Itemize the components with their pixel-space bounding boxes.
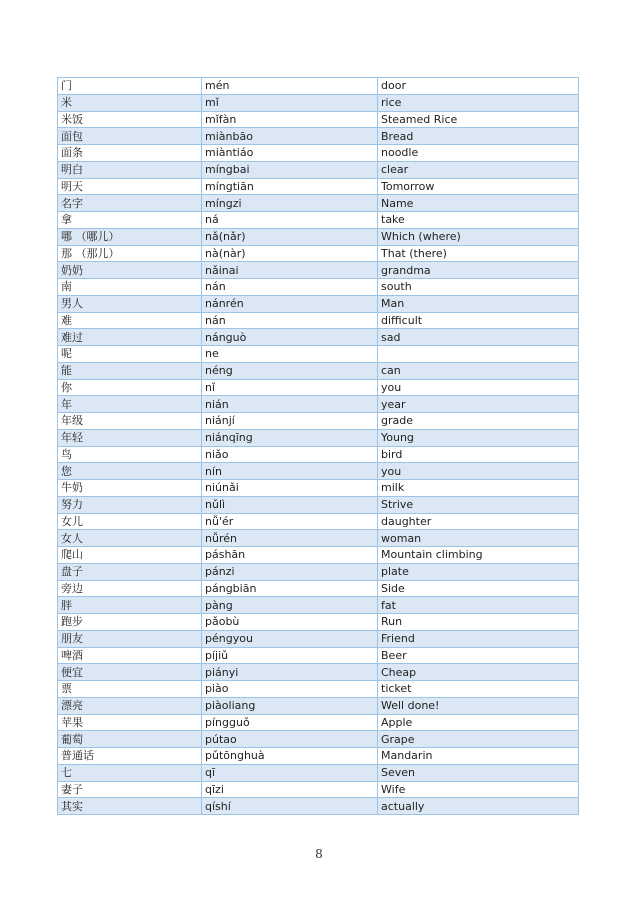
english-cell: difficult: [378, 312, 579, 329]
hanzi-cell: 漂亮: [58, 697, 202, 714]
pinyin-cell: piàoliang: [202, 697, 378, 714]
pinyin-cell: míngtiān: [202, 178, 378, 195]
table-row: [58, 379, 579, 396]
english-cell: Run: [378, 614, 579, 631]
hanzi-cell: 跑步: [58, 614, 202, 631]
english-cell: That (there): [378, 245, 579, 262]
english-cell: Beer: [378, 647, 579, 664]
english-cell: clear: [378, 161, 579, 178]
table-row: [58, 195, 579, 212]
english-cell: Strive: [378, 496, 579, 513]
hanzi-cell: 南: [58, 279, 202, 296]
table-row: [58, 664, 579, 681]
english-cell: plate: [378, 563, 579, 580]
english-cell: you: [378, 463, 579, 480]
table-row: [58, 614, 579, 631]
pinyin-cell: pútao: [202, 731, 378, 748]
english-cell: take: [378, 212, 579, 229]
english-cell: Friend: [378, 630, 579, 647]
english-cell: can: [378, 362, 579, 379]
table-row: [58, 178, 579, 195]
hanzi-cell: 那 （那儿）: [58, 245, 202, 262]
table-row: [58, 429, 579, 446]
hanzi-cell: 便宜: [58, 664, 202, 681]
hanzi-cell: 名字: [58, 195, 202, 212]
hanzi-cell: 盘子: [58, 563, 202, 580]
hanzi-cell: 明白: [58, 161, 202, 178]
hanzi-cell: 年: [58, 396, 202, 413]
english-cell: rice: [378, 94, 579, 111]
table-row: [58, 245, 579, 262]
hanzi-cell: 奶奶: [58, 262, 202, 279]
table-row: [58, 480, 579, 497]
pinyin-cell: ne: [202, 346, 378, 363]
pinyin-cell: niánjí: [202, 413, 378, 430]
pinyin-cell: nánguò: [202, 329, 378, 346]
table-row: [58, 731, 579, 748]
hanzi-cell: 爬山: [58, 547, 202, 564]
vocabulary-table: [57, 77, 579, 815]
table-row: [58, 798, 579, 815]
hanzi-cell: 年级: [58, 413, 202, 430]
english-cell: Steamed Rice: [378, 111, 579, 128]
english-cell: you: [378, 379, 579, 396]
english-cell: daughter: [378, 513, 579, 530]
hanzi-cell: 明天: [58, 178, 202, 195]
hanzi-cell: 拿: [58, 212, 202, 229]
pinyin-cell: péngyou: [202, 630, 378, 647]
table-row: [58, 597, 579, 614]
english-cell: woman: [378, 530, 579, 547]
hanzi-cell: 努力: [58, 496, 202, 513]
pinyin-cell: pánzi: [202, 563, 378, 580]
table-row: [58, 496, 579, 513]
table-row: [58, 547, 579, 564]
pinyin-cell: nín: [202, 463, 378, 480]
table-row: [58, 764, 579, 781]
hanzi-cell: 普通话: [58, 748, 202, 765]
hanzi-cell: 女儿: [58, 513, 202, 530]
hanzi-cell: 面条: [58, 145, 202, 162]
english-cell: Man: [378, 295, 579, 312]
table-row: [58, 94, 579, 111]
pinyin-cell: pàng: [202, 597, 378, 614]
pinyin-cell: ná: [202, 212, 378, 229]
pinyin-cell: qī: [202, 764, 378, 781]
english-cell: Apple: [378, 714, 579, 731]
table-row: [58, 128, 579, 145]
hanzi-cell: 门: [58, 78, 202, 95]
table-row: [58, 346, 579, 363]
hanzi-cell: 年轻: [58, 429, 202, 446]
table-row: [58, 212, 579, 229]
table-row: [58, 681, 579, 698]
table-row: [58, 697, 579, 714]
table-row: [58, 630, 579, 647]
pinyin-cell: píngguǒ: [202, 714, 378, 731]
pinyin-cell: nián: [202, 396, 378, 413]
hanzi-cell: 难: [58, 312, 202, 329]
hanzi-cell: 您: [58, 463, 202, 480]
hanzi-cell: 女人: [58, 530, 202, 547]
english-cell: Which (where): [378, 228, 579, 245]
hanzi-cell: 七: [58, 764, 202, 781]
pinyin-cell: mén: [202, 78, 378, 95]
english-cell: actually: [378, 798, 579, 815]
pinyin-cell: pǎobù: [202, 614, 378, 631]
table-row: [58, 362, 579, 379]
pinyin-cell: míngbai: [202, 161, 378, 178]
table-row: [58, 145, 579, 162]
pinyin-cell: nǚrén: [202, 530, 378, 547]
hanzi-cell: 鸟: [58, 446, 202, 463]
table-row: [58, 262, 579, 279]
hanzi-cell: 葡萄: [58, 731, 202, 748]
page-number: 8: [315, 847, 323, 861]
table-row: [58, 647, 579, 664]
pinyin-cell: nán: [202, 312, 378, 329]
pinyin-cell: nǎ(nǎr): [202, 228, 378, 245]
table-row: [58, 228, 579, 245]
pinyin-cell: pángbiān: [202, 580, 378, 597]
pinyin-cell: qíshí: [202, 798, 378, 815]
pinyin-cell: nǔlì: [202, 496, 378, 513]
pinyin-cell: niánqīng: [202, 429, 378, 446]
english-cell: Wife: [378, 781, 579, 798]
table-row: [58, 111, 579, 128]
hanzi-cell: 难过: [58, 329, 202, 346]
pinyin-cell: piào: [202, 681, 378, 698]
english-cell: Well done!: [378, 697, 579, 714]
table-row: [58, 513, 579, 530]
english-cell: Tomorrow: [378, 178, 579, 195]
hanzi-cell: 你: [58, 379, 202, 396]
pinyin-cell: miàntiáo: [202, 145, 378, 162]
table-row: [58, 161, 579, 178]
pinyin-cell: niǎo: [202, 446, 378, 463]
table-row: [58, 580, 579, 597]
hanzi-cell: 苹果: [58, 714, 202, 731]
table-row: [58, 279, 579, 296]
pinyin-cell: miànbāo: [202, 128, 378, 145]
hanzi-cell: 牛奶: [58, 480, 202, 497]
hanzi-cell: 米饭: [58, 111, 202, 128]
english-cell: Grape: [378, 731, 579, 748]
table-row: [58, 530, 579, 547]
pinyin-cell: míngzi: [202, 195, 378, 212]
table-row: [58, 396, 579, 413]
hanzi-cell: 男人: [58, 295, 202, 312]
pinyin-cell: niúnǎi: [202, 480, 378, 497]
english-cell: Bread: [378, 128, 579, 145]
english-cell: Seven: [378, 764, 579, 781]
pinyin-cell: mǐfàn: [202, 111, 378, 128]
english-cell: grade: [378, 413, 579, 430]
pinyin-cell: qīzi: [202, 781, 378, 798]
table-row: [58, 329, 579, 346]
english-cell: Side: [378, 580, 579, 597]
english-cell: milk: [378, 480, 579, 497]
table-row: [58, 295, 579, 312]
table-row: [58, 463, 579, 480]
pinyin-cell: mǐ: [202, 94, 378, 111]
pinyin-cell: nán: [202, 279, 378, 296]
hanzi-cell: 米: [58, 94, 202, 111]
english-cell: Mandarin: [378, 748, 579, 765]
vocabulary-table-body: [58, 78, 579, 815]
table-row: [58, 781, 579, 798]
table-row: [58, 78, 579, 95]
table-row: [58, 312, 579, 329]
table-row: [58, 413, 579, 430]
hanzi-cell: 旁边: [58, 580, 202, 597]
table-row: [58, 563, 579, 580]
table-row: [58, 748, 579, 765]
english-cell: noodle: [378, 145, 579, 162]
pinyin-cell: nǐ: [202, 379, 378, 396]
pinyin-cell: nánrén: [202, 295, 378, 312]
english-cell: Young: [378, 429, 579, 446]
pinyin-cell: piányi: [202, 664, 378, 681]
english-cell: bird: [378, 446, 579, 463]
pinyin-cell: nà(nàr): [202, 245, 378, 262]
english-cell: Mountain climbing: [378, 547, 579, 564]
hanzi-cell: 朋友: [58, 630, 202, 647]
english-cell: sad: [378, 329, 579, 346]
english-cell: [378, 346, 579, 363]
english-cell: Cheap: [378, 664, 579, 681]
hanzi-cell: 啤酒: [58, 647, 202, 664]
pinyin-cell: néng: [202, 362, 378, 379]
hanzi-cell: 能: [58, 362, 202, 379]
table-row: [58, 446, 579, 463]
english-cell: year: [378, 396, 579, 413]
pinyin-cell: píjiǔ: [202, 647, 378, 664]
hanzi-cell: 妻子: [58, 781, 202, 798]
english-cell: Name: [378, 195, 579, 212]
pinyin-cell: pǔtōnghuà: [202, 748, 378, 765]
english-cell: ticket: [378, 681, 579, 698]
hanzi-cell: 胖: [58, 597, 202, 614]
hanzi-cell: 票: [58, 681, 202, 698]
hanzi-cell: 呢: [58, 346, 202, 363]
hanzi-cell: 哪 （哪儿）: [58, 228, 202, 245]
english-cell: door: [378, 78, 579, 95]
hanzi-cell: 其实: [58, 798, 202, 815]
english-cell: south: [378, 279, 579, 296]
hanzi-cell: 面包: [58, 128, 202, 145]
table-row: [58, 714, 579, 731]
english-cell: fat: [378, 597, 579, 614]
pinyin-cell: páshān: [202, 547, 378, 564]
pinyin-cell: nǎinai: [202, 262, 378, 279]
pinyin-cell: nǚ'ér: [202, 513, 378, 530]
english-cell: grandma: [378, 262, 579, 279]
